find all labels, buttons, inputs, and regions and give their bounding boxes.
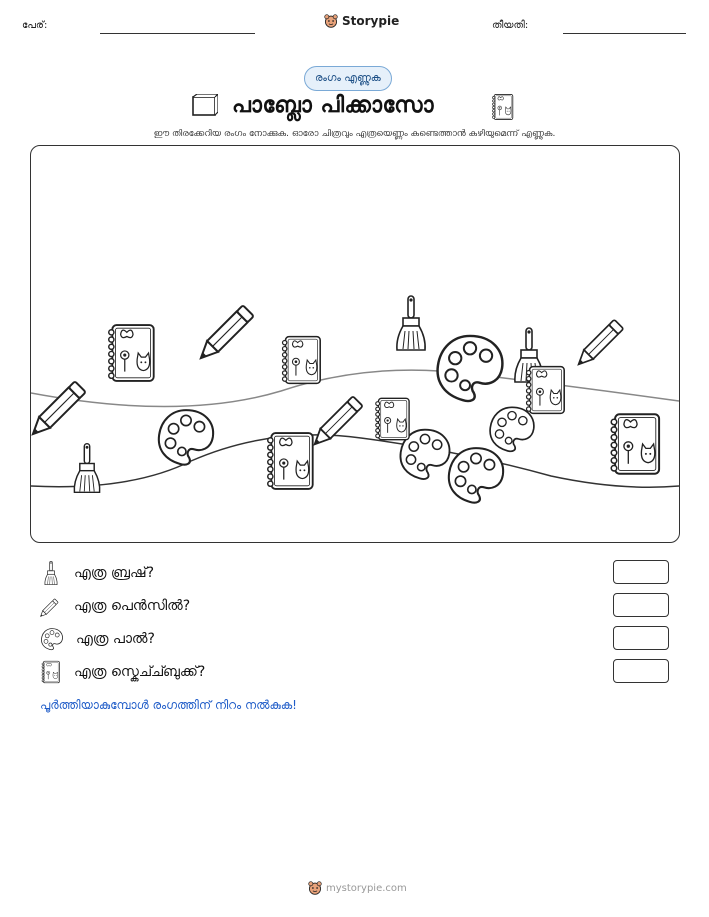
answer-box-brush[interactable] (613, 560, 669, 584)
sketchbook-item (109, 325, 154, 381)
brand-name: Storypie (342, 14, 400, 28)
name-line[interactable] (100, 33, 255, 34)
brand (324, 14, 399, 28)
palette-icon (40, 627, 64, 651)
counting-scene (30, 145, 680, 543)
palette-item (449, 448, 503, 503)
palette-item (490, 407, 534, 451)
hill-line-front (31, 435, 679, 487)
question-label: എത്ര പാൽ? (76, 631, 155, 647)
instruction-text: ഈ തിരക്കേറിയ രംഗം നോക്കുക. ഓരോ ചിത്രവും എത്രയെണ്ണം കണ്ടെത്താൻ കഴിയുമെന്ന് എണ്ണുക. (153, 129, 556, 139)
answer-box-sketchbook[interactable] (613, 659, 669, 683)
brush-icon (40, 560, 62, 586)
sketchbook-title-icon (491, 93, 515, 121)
palette-item (159, 410, 213, 465)
question-label: എത്ര ബ്രഷ്? (74, 565, 155, 581)
footer-url[interactable]: mystorypie.com (326, 882, 407, 894)
brush-item (397, 296, 425, 350)
sketchbook-item (376, 398, 409, 439)
pencil-item (31, 381, 86, 439)
page-title: പാബ്ലോ പിക്കാസോ (232, 93, 435, 118)
question-label: എത്ര പെൻസിൽ? (74, 598, 191, 614)
question-row-sketchbook (40, 660, 205, 684)
answer-box-palette[interactable] (613, 626, 669, 650)
activity-tag: രംഗം എണ്ണുക (304, 66, 392, 91)
question-row-palette (40, 627, 155, 651)
storypie-logo-icon (308, 881, 322, 895)
question-row-pencil (40, 594, 190, 618)
scene-drawing (31, 146, 679, 542)
date-label: തീയതി: (492, 20, 529, 31)
sketchbook-item (611, 414, 659, 473)
footer (308, 881, 407, 895)
pencil-icon (40, 594, 62, 618)
canvas-icon (190, 94, 218, 120)
question-row-brush (40, 560, 154, 586)
color-instruction: പൂർത്തിയാകുമ്പോൾ രംഗത്തിന് നിറം നൽകുക! (40, 698, 297, 712)
storypie-logo-icon (324, 14, 338, 28)
pencil-item (195, 305, 253, 363)
sketchbook-icon (40, 660, 62, 684)
name-label: പേര്: (22, 20, 48, 31)
pencil-item (310, 396, 363, 449)
answer-box-pencil[interactable] (613, 593, 669, 617)
sketchbook-item (283, 337, 321, 384)
question-label: എത്ര സ്കെച്ച്ബുക്ക്? (74, 664, 206, 680)
sketchbook-item (268, 433, 313, 489)
pencil-item (574, 320, 623, 369)
brush-item (74, 444, 99, 493)
sketchbook-item (527, 367, 565, 414)
date-line[interactable] (563, 33, 686, 34)
palette-item (438, 336, 503, 401)
